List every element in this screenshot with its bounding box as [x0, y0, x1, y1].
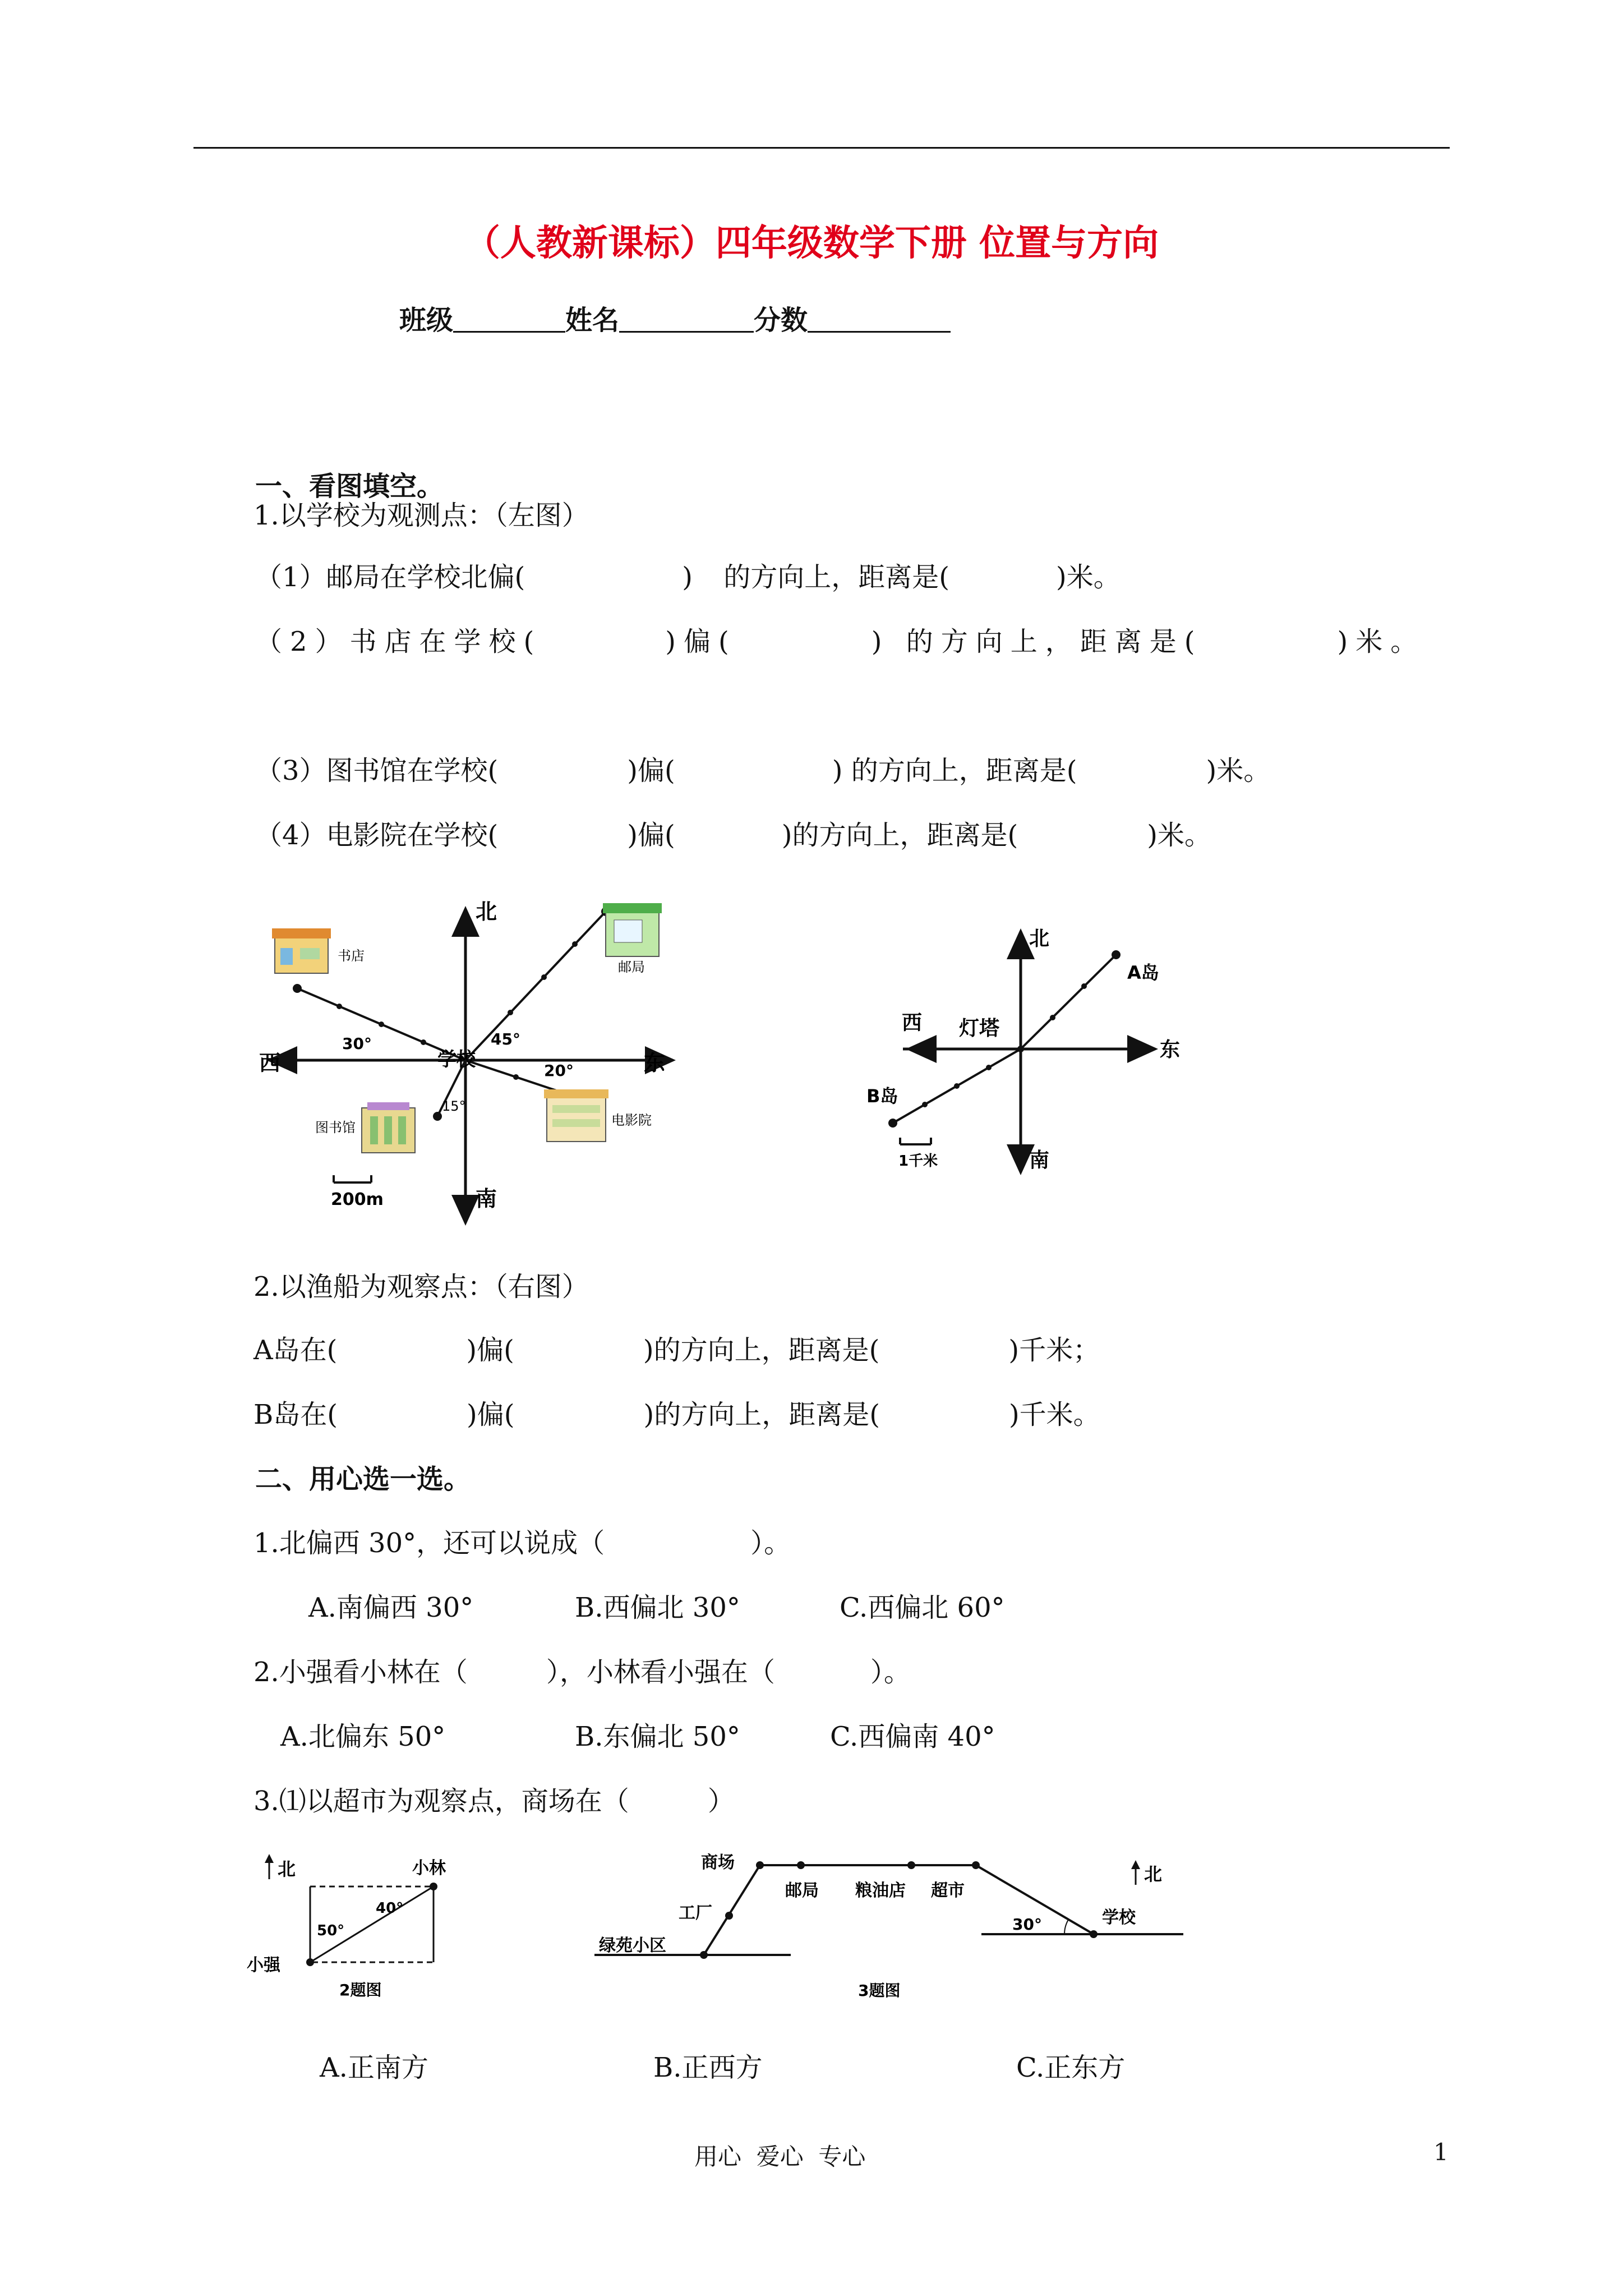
xiaoqiang-label: 小强: [247, 1955, 280, 1975]
figure-2-caption: 2题图: [339, 1981, 382, 1999]
north-label: 北: [476, 899, 497, 924]
post-line: [465, 912, 606, 1060]
south-label: 南: [476, 1186, 497, 1211]
q1-item-4: （4）电影院在学校( )偏( )的方向上，距离是( )米。: [255, 820, 1211, 851]
scale-label: 200m: [331, 1190, 384, 1209]
figure-3: [594, 1851, 1189, 2008]
cinema-icon: [544, 1089, 608, 1142]
page-title: （人教新课标）四年级数学下册 位置与方向: [464, 223, 1159, 264]
cinema-label: 电影院: [611, 1112, 652, 1128]
supermarket-label: 超市: [931, 1881, 965, 1901]
q2-option-a[interactable]: A.北偏东 50°: [280, 1721, 446, 1752]
page-number: 1: [1433, 2138, 1449, 2166]
q2-option-b[interactable]: B.东偏北 50°: [575, 1721, 740, 1752]
north-label: 北: [278, 1858, 296, 1880]
student-info-line: [399, 298, 951, 337]
section1-heading: 一、看图填空。: [255, 471, 444, 502]
west-label: 西: [259, 1051, 281, 1075]
xiaolin-label: 小林: [412, 1858, 446, 1878]
q3-option-a[interactable]: A.正南方: [320, 2052, 428, 2083]
garden-label: 绿苑小区: [599, 1936, 666, 1955]
east-label: 东: [1160, 1038, 1181, 1061]
library-label: 图书馆: [315, 1120, 356, 1135]
school-label: 学校: [437, 1048, 476, 1071]
figure-school-directions: [241, 886, 735, 1234]
angle-15: 15°: [442, 1098, 466, 1114]
q2-item-a: A岛在( )偏( )的方向上，距离是( )千米；: [253, 1335, 1100, 1366]
island-a-label: A岛: [1127, 962, 1159, 983]
south-label: 南: [1029, 1149, 1050, 1172]
east-label: 东: [644, 1051, 666, 1075]
north-label: 北: [1029, 927, 1050, 950]
island-a-point: [1112, 950, 1121, 959]
header-rule: [193, 147, 1450, 149]
post-office-label: 邮局: [618, 959, 645, 975]
choice-q2: 2.小强看小林在（ ），小林看小强在（ ）。: [253, 1657, 911, 1688]
class-label: 班级: [399, 305, 454, 336]
q1-intro: 1.以学校为观测点：（左图）: [253, 500, 589, 531]
figure-lighthouse-directions: [858, 920, 1206, 1189]
q1-item-1: （1）邮局在学校北偏( ) 的方向上，距离是( )米。: [255, 562, 1121, 593]
q1-item-3: （3）图书馆在学校( )偏( ) 的方向上，距离是( )米。: [255, 755, 1271, 786]
angle-30: 30°: [1012, 1915, 1042, 1934]
angle-50: 50°: [317, 1922, 345, 1939]
q2-option-c[interactable]: C.西偏南 40°: [830, 1721, 995, 1752]
angle-40: 40°: [376, 1900, 404, 1917]
library-icon: [362, 1102, 415, 1153]
name-blank[interactable]: [619, 306, 754, 333]
figure-2: [247, 1848, 471, 2011]
footer-motto: 用心 爱心 专心: [694, 2143, 866, 2170]
choice-q1: 1.北偏西 30°，还可以说成（ ）。: [253, 1527, 791, 1559]
school-label: 学校: [1102, 1908, 1136, 1927]
q1-item-2: （2）书店在学校( )偏( ) 的方向上，距离是( )米。: [255, 626, 1426, 657]
scale-label: 1千米: [898, 1153, 938, 1170]
q3-option-b[interactable]: B.正西方: [653, 2052, 763, 2083]
q2-intro: 2.以渔船为观察点：（右图）: [253, 1271, 589, 1303]
figure-3-caption: 3题图: [858, 1981, 901, 2000]
name-label: 姓名: [565, 305, 620, 336]
factory-label: 工厂: [679, 1903, 712, 1923]
choice-q3: 3.⑴以超市为观察点，商场在（ ）: [253, 1786, 735, 1817]
angle-30: 30°: [342, 1034, 372, 1053]
island-b-label: B岛: [866, 1085, 898, 1107]
bookstore-label: 书店: [338, 948, 365, 964]
class-blank[interactable]: [453, 306, 565, 333]
q1-option-b[interactable]: B.西偏北 30°: [575, 1592, 740, 1623]
west-label: 西: [902, 1011, 923, 1034]
section2-heading: 二、用心选一选。: [255, 1464, 471, 1495]
angle-45: 45°: [491, 1030, 520, 1048]
north-label: 北: [1144, 1864, 1163, 1885]
lighthouse-label: 灯塔: [959, 1017, 1000, 1040]
post-label: 邮局: [785, 1881, 819, 1901]
score-label: 分数: [754, 305, 808, 336]
q1-option-a[interactable]: A.南偏西 30°: [308, 1592, 474, 1623]
q2-item-b: B岛在( )偏( )的方向上，距离是( )千米。: [253, 1399, 1100, 1430]
q1-option-c[interactable]: C.西偏北 60°: [840, 1592, 1005, 1623]
island-b-point: [888, 1119, 897, 1128]
angle-20: 20°: [544, 1061, 574, 1080]
grain-store-label: 粮油店: [855, 1881, 906, 1901]
q3-option-c[interactable]: C.正东方: [1016, 2052, 1126, 2083]
bookstore-icon: [272, 928, 331, 973]
post-office-icon: [603, 903, 662, 956]
mall-label: 商场: [701, 1853, 735, 1872]
score-blank[interactable]: [808, 306, 951, 333]
